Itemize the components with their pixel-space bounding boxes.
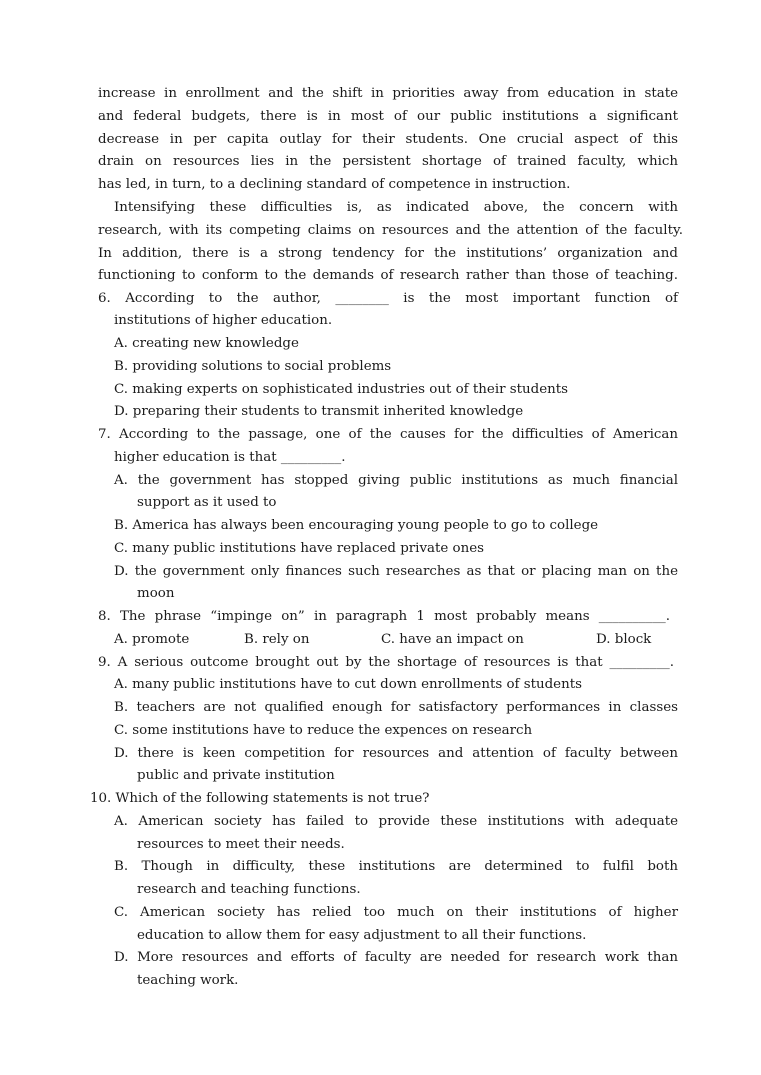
option-d: D. More resources and efforts of faculty are needed for research work than bbox=[114, 950, 678, 965]
option-c: C. have an impact on bbox=[381, 632, 524, 647]
option-b-cont: research and teaching functions. bbox=[137, 882, 361, 897]
option-a: A. promote bbox=[114, 632, 190, 647]
passage-line: functioning to conform to the demands of research rather than those of teaching. bbox=[98, 268, 678, 283]
option-b: B. providing solutions to social problems bbox=[114, 359, 392, 374]
option-d: D. there is keen competition for resources and attention of faculty between bbox=[114, 746, 678, 761]
passage-line: increase in enrollment and the shift in priorities away from education in state bbox=[98, 86, 678, 101]
option-c: C. making experts on sophisticated industries out of their students bbox=[114, 382, 569, 397]
option-a-cont: support as it used to bbox=[137, 495, 277, 510]
passage-line: decrease in per capita outlay for their students. One crucial aspect of this bbox=[98, 132, 678, 147]
question-stem: 9. A serious outcome brought out by the shortage of resources is that _________. bbox=[98, 655, 674, 670]
option-b: B. teachers are not qualified enough for satisfactory performances in classes bbox=[114, 700, 678, 715]
option-a: A. many public institutions have to cut down enrollments of students bbox=[114, 677, 582, 692]
option-b: B. Though in difficulty, these institutions are determined to fulfil both bbox=[114, 859, 678, 874]
passage-line: has led, in turn, to a declining standard of competence in instruction. bbox=[98, 177, 571, 192]
option-c: C. many public institutions have replaced private ones bbox=[114, 541, 485, 556]
passage-line: drain on resources lies in the persistent shortage of trained faculty, which bbox=[98, 154, 678, 169]
option-c-cont: education to allow them for easy adjustment to all their functions. bbox=[137, 928, 587, 943]
question-stem: higher education is that _________. bbox=[114, 450, 346, 465]
question-stem: 10. Which of the following statements is not true? bbox=[90, 791, 430, 806]
option-a-cont: resources to meet their needs. bbox=[137, 837, 345, 852]
option-d-cont: teaching work. bbox=[137, 973, 239, 988]
option-d: D. block bbox=[596, 632, 652, 647]
question-stem: 8. The phrase “impinge on” in paragraph 1 most probably means __________. bbox=[98, 609, 670, 624]
option-d: D. the government only finances such researches as that or placing man on the bbox=[114, 564, 678, 579]
option-d-cont: moon bbox=[137, 586, 175, 601]
option-d-cont: public and private institution bbox=[137, 768, 335, 783]
option-b: B. America has always been encouraging young people to go to college bbox=[114, 518, 599, 533]
option-c: C. American society has relied too much on their institutions of higher bbox=[114, 905, 678, 920]
passage-line: Intensifying these difficulties is, as indicated above, the concern with bbox=[114, 200, 678, 215]
passage-line: and federal budgets, there is in most of our public institutions a significant bbox=[98, 109, 678, 124]
option-a: A. American society has failed to provide these institutions with adequate bbox=[114, 814, 678, 829]
passage-line: In addition, there is a strong tendency for the institutions’ organization and bbox=[98, 246, 678, 261]
option-d: D. preparing their students to transmit inherited knowledge bbox=[114, 404, 524, 419]
question-stem: 7. According to the passage, one of the causes for the difficulties of American bbox=[98, 427, 678, 442]
question-stem: 6. According to the author, ________ is the most important function of bbox=[98, 291, 678, 306]
option-a: A. the government has stopped giving public institutions as much financial bbox=[114, 473, 678, 488]
passage-line: research, with its competing claims on resources and the attention of the faculty. bbox=[98, 223, 683, 238]
option-a: A. creating new knowledge bbox=[114, 336, 299, 351]
option-b: B. rely on bbox=[244, 632, 310, 647]
option-c: C. some institutions have to reduce the expences on research bbox=[114, 723, 533, 738]
question-stem: institutions of higher education. bbox=[114, 313, 333, 328]
